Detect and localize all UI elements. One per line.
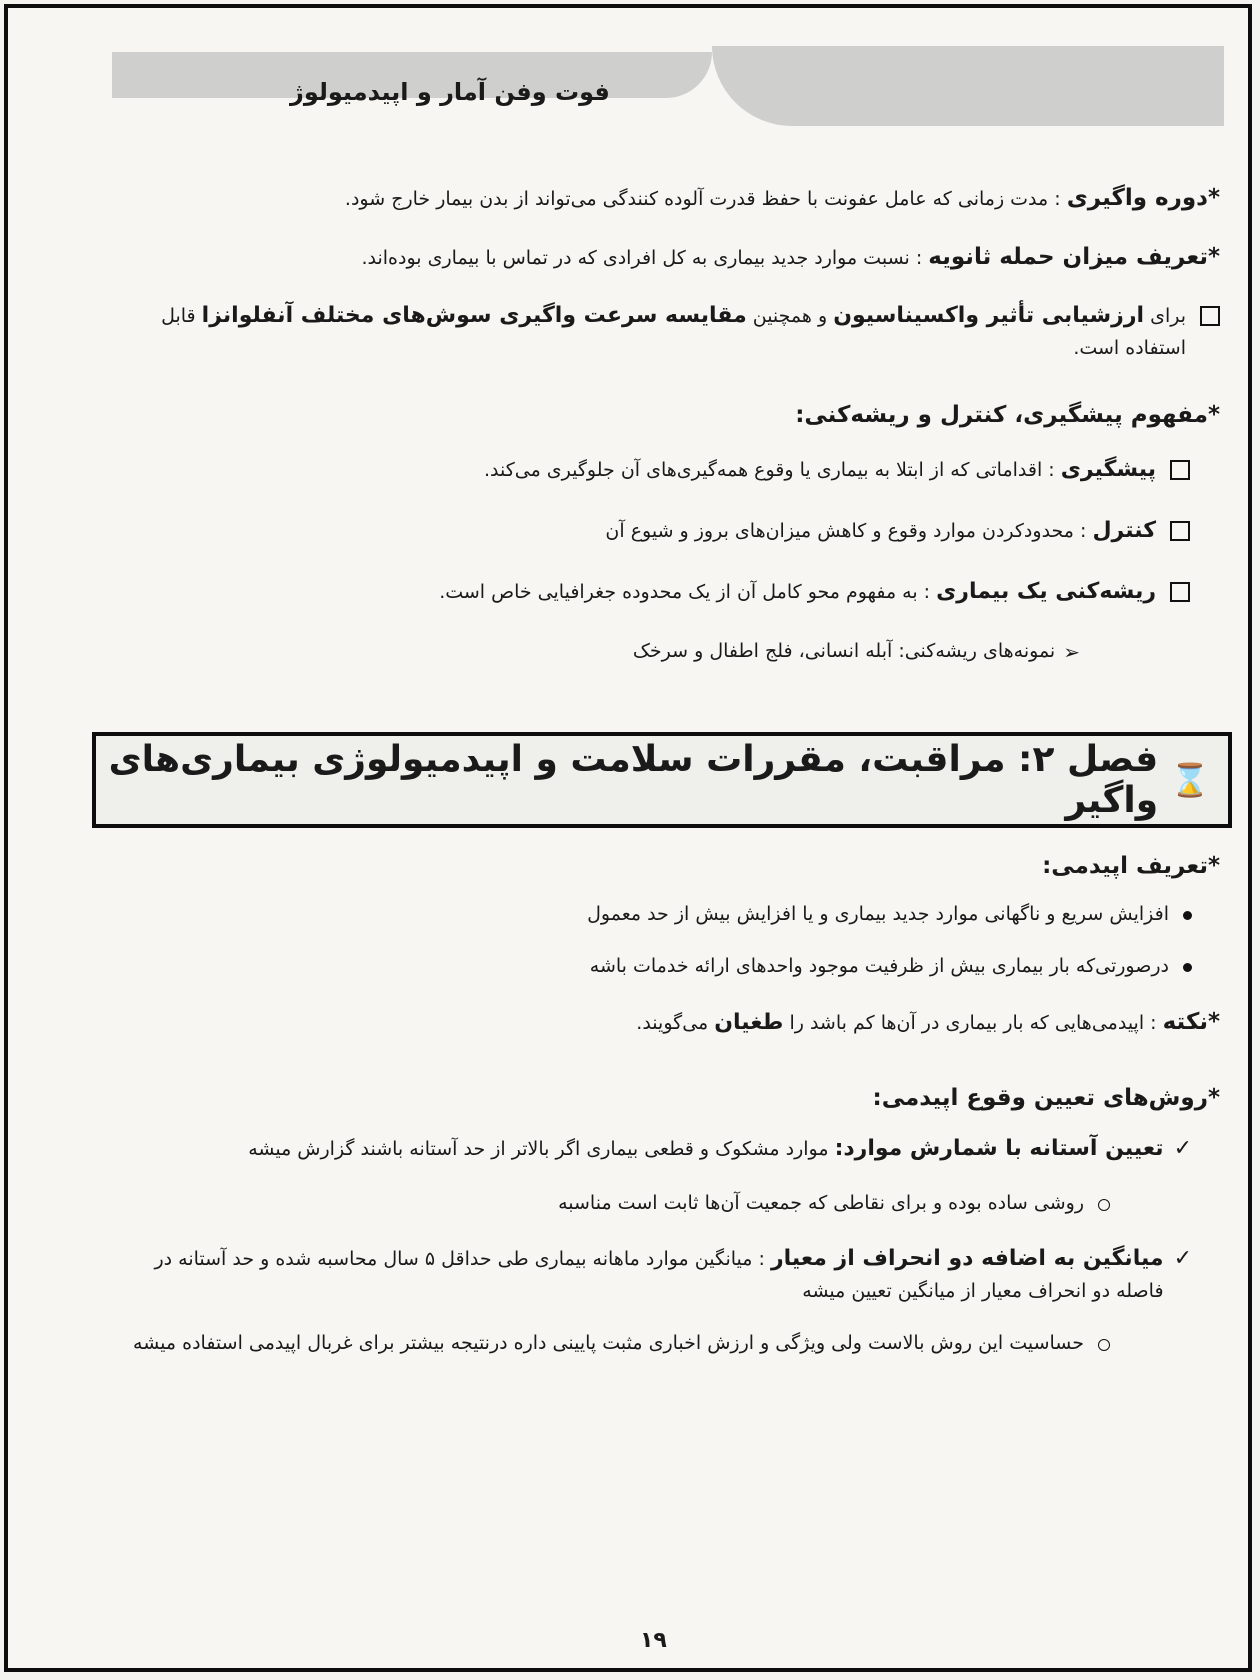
epidemic-section: [110, 848, 1220, 1381]
prevention-item: پیشگیری : اقداماتی که از ابتلا به بیماری یا وقوع همه‌گیری‌های آن جلوگیری می‌کند.: [110, 452, 1220, 487]
epidemic-note: *نکته : اپیدمی‌هایی که بار بیماری در آن‌ها کم باشد را طغیان می‌گویند.: [636, 1008, 1220, 1035]
eradication-item: ریشه‌کنی یک بیماری : به مفهوم محو کامل آن از یک محدوده جغرافیایی خاص است.: [110, 574, 1220, 609]
check-icon: ✓: [1173, 1136, 1192, 1162]
usage-bold-1: ارزشیابی تأثیر واکسیناسیون: [833, 302, 1145, 328]
usage-bold-2: مقایسه سرعت واگیری سوش‌های مختلف آنفلوانزا: [201, 302, 747, 328]
book-title: فوت وفن آمار و اپیدمیولوژ: [290, 78, 610, 106]
secondary-attack-definition: *تعریف میزان حمله ثانویه : نسبت موارد جدید بیماری به کل افرادی که در تماس با بیماری بوده‌اند.: [361, 243, 1220, 270]
header-band-right: [712, 46, 1224, 126]
checkbox-square-icon: [1170, 582, 1190, 602]
chapter-title: فصل ۲: مراقبت، مقررات سلامت و اپیدمیولوژی بیماری‌های واگیر: [108, 739, 1159, 821]
method-mean-sd: ✓ میانگین به اضافه دو انحراف از معیار : میانگین موارد ماهانه بیماری طی حداقل ۵ سال محاسبه شده و حد آستانه در فاصله دو انحراف معیار از میانگین تعیین میشه: [110, 1241, 1220, 1307]
checkbox-square-icon: [1170, 460, 1190, 480]
hourglass-icon: ⌛: [1170, 761, 1210, 799]
method-threshold-note: روشی ساده بوده و برای نقاطی که جمعیت آن‌ها ثابت است مناسبه: [110, 1188, 1220, 1218]
bullet-icon: [1183, 963, 1192, 972]
page-number: ۱۹: [640, 1628, 667, 1653]
usage-item: برای ارزشیابی تأثیر واکسیناسیون و همچنین مقایسه سرعت واگیری سوش‌های مختلف آنفلوانزا قابل استفاده است.: [110, 298, 1220, 364]
arrow-icon: ➢: [1063, 639, 1080, 664]
checkbox-square-icon: [1200, 306, 1220, 326]
definitions-section: [110, 180, 1220, 690]
transmission-definition: *دوره واگیری : مدت زمانی که عامل عفونت با حفظ قدرت آلوده کنندگی می‌تواند از بدن بیمار خارج شود.: [344, 185, 1220, 211]
circle-bullet-icon: [1098, 1199, 1110, 1211]
list-item: درصورتی‌که بار بیماری بیش از ظرفیت موجود واحدهای ارائه خدمات باشه: [110, 951, 1220, 981]
methods-heading: *روش‌های تعیین وقوع اپیدمی:: [872, 1085, 1220, 1112]
method-threshold: ✓ تعیین آستانه با شمارش موارد: موارد مشکوک و قطعی بیماری اگر بالاتر از حد آستانه باشند گزارش میشه: [110, 1131, 1220, 1166]
list-item: افزایش سریع و ناگهانی موارد جدید بیماری و یا افزایش بیش از حد معمول: [110, 899, 1220, 929]
bullet-icon: [1183, 911, 1192, 920]
control-item: کنترل : محدودکردن موارد وقوع و کاهش میزان‌های بروز و شیوع آن: [110, 513, 1220, 548]
epidemic-heading: *تعریف اپیدمی:: [1042, 853, 1220, 879]
eradication-example: ➢ نمونه‌های ریشه‌کنی: آبله انسانی، فلج اطفال و سرخک: [110, 636, 1220, 668]
chapter-box: [92, 732, 1232, 828]
prevention-heading: *مفهوم پیشگیری، کنترل و ریشه‌کنی:: [795, 402, 1220, 429]
circle-bullet-icon: [1098, 1339, 1110, 1351]
checkbox-square-icon: [1170, 521, 1190, 541]
method-mean-sd-note: حساسیت این روش بالاست ولی ویژگی و ارزش اخباری مثبت پایینی داره درنتیجه بیشتر برای غربال اپیدمی استفاده میشه: [110, 1328, 1220, 1358]
check-icon: ✓: [1173, 1245, 1192, 1271]
